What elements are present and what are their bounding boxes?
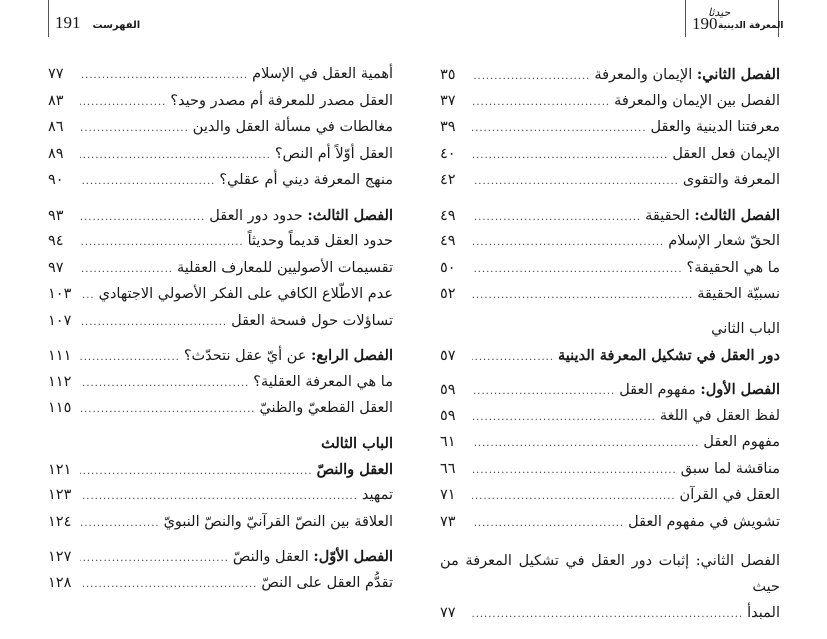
dot-leader (472, 491, 676, 502)
toc-entry[interactable]: العقل مصدر للمعرفة أم مصدر وحيد؟ ..... ٨٣ (48, 93, 393, 120)
toc-chapter[interactable]: الفصل الأول: مفهوم العقل ..... ٥٩ (440, 381, 780, 408)
toc-chapter[interactable]: الفصل الثالث: حدود دور العقل ..... ٩٣ (48, 207, 393, 234)
toc-chapter[interactable]: الفصل الرابع: عن أيّ عقل نتحدّث؟ ..... ١١١ (48, 347, 393, 374)
dot-leader (80, 491, 358, 502)
toc-entry[interactable]: نسبيّة الحقيقة ..... ٥٢ (440, 286, 780, 313)
toc-entry[interactable]: أهمية العقل في الإسلام ..... ٧٧ (48, 66, 393, 93)
toc-entry[interactable]: منهج المعرفة ديني أم عقلي؟ ..... ٩٠ (48, 172, 393, 199)
toc-chapter[interactable]: الفصل الأوّل: العقل والنصّ ..... ١٢٧ (48, 548, 393, 575)
dot-leader (472, 386, 615, 397)
dot-leader (472, 150, 668, 161)
dot-leader (472, 602, 743, 628)
running-header-right (685, 0, 784, 37)
running-title: الفهرست (92, 20, 141, 31)
toc-part-heading[interactable]: دور العقل في تشكيل المعرفة الدينية ..... ٥٧ (440, 347, 780, 374)
dot-leader (472, 176, 679, 187)
dot-leader (80, 176, 215, 187)
dot-leader (80, 352, 180, 363)
dot-leader (472, 290, 693, 301)
toc-column-left (48, 66, 393, 601)
toc-chapter[interactable]: الفصل الثاني: الإيمان والمعرفة ..... ٣٥ (440, 66, 780, 93)
page-number: 191 (55, 13, 81, 32)
dot-leader (472, 97, 610, 108)
toc-entry[interactable]: لفظ العقل في اللغة ..... ٥٩ (440, 408, 780, 435)
dot-leader (472, 438, 699, 449)
toc-entry[interactable]: العقل أوّلاً أم النص؟ ..... ٨٩ (48, 146, 393, 173)
toc-entry[interactable]: تقسيمات الأصوليين للمعارف العقلية ..... ٩٧ (48, 260, 393, 287)
toc-entry[interactable]: ما هي الحقيقة؟ ..... ٥٠ (440, 260, 780, 287)
dot-leader (472, 264, 683, 275)
toc-entry[interactable]: تقدُّم العقل على النصّ ..... ١٢٨ (48, 575, 393, 602)
toc-entry[interactable]: مغالطات في مسألة العقل والدين ..... ٨٦ (48, 119, 393, 146)
toc-chapter-multiline[interactable]: الفصل الثاني: إثبات دور العقل في تشكيل المعرفة من حيث المبدأ ..... ٧٧ (440, 548, 780, 626)
toc-entry[interactable]: مفهوم العقل ..... ٦١ (440, 434, 780, 461)
dot-leader (80, 317, 227, 328)
dot-leader (472, 237, 664, 248)
part-title: الباب الثالث (321, 434, 393, 452)
toc-entry[interactable]: مناقشة لما سبق ..... ٦٦ (440, 461, 780, 488)
dot-leader (472, 352, 554, 363)
dot-leader (80, 579, 257, 590)
toc-entry[interactable]: تساؤلات حول فسحة العقل ..... ١٠٧ (48, 313, 393, 340)
toc-part-heading[interactable]: العقل والنصّ ..... ١٢١ (48, 461, 393, 488)
toc-entry[interactable]: حدود العقل قديماً وحديثاً ..... ٩٤ (48, 233, 393, 260)
dot-leader (472, 123, 647, 134)
toc-entry[interactable]: معرفتنا الدينية والعقل ..... ٣٩ (440, 119, 780, 146)
dot-leader (472, 71, 590, 82)
publisher-logo-icon: حيدثا (708, 6, 731, 19)
dot-leader (80, 97, 166, 108)
dot-leader (472, 212, 641, 223)
dot-leader (80, 212, 205, 223)
dot-leader (80, 404, 255, 415)
dot-leader (472, 518, 624, 529)
dot-leader (80, 237, 244, 248)
toc-entry[interactable]: تشويش في مفهوم العقل ..... ٧٣ (440, 514, 780, 541)
dot-leader (80, 553, 229, 564)
toc-entry[interactable]: عدم الاطّلاع الكافي على الفكر الأصولي الاجتهادي ..... ١٠٣ (48, 286, 393, 313)
dot-leader (80, 150, 271, 161)
toc-entry[interactable]: ما هي المعرفة العقلية؟ ..... ١١٢ (48, 374, 393, 401)
dot-leader (80, 264, 173, 275)
toc-entry[interactable]: العقل في القرآن ..... ٧١ (440, 487, 780, 514)
running-header-left (48, 0, 140, 37)
toc-entry[interactable]: العقل القطعيّ والظنيّ ..... ١١٥ (48, 400, 393, 427)
dot-leader (80, 123, 189, 134)
dot-leader (80, 290, 95, 301)
dot-leader (80, 518, 160, 529)
page-number: 190 (692, 14, 718, 33)
dot-leader (472, 465, 677, 476)
toc-entry[interactable]: الحقّ شعار الإسلام ..... ٤٩ (440, 233, 780, 260)
toc-entry[interactable]: العلاقة بين النصّ القرآنيّ والنصّ النبويّ ..... ١٢٤ (48, 514, 393, 541)
toc-entry[interactable]: المعرفة والتقوى ..... ٤٢ (440, 172, 780, 199)
toc-entry[interactable]: الإيمان فعل العقل ..... ٤٠ (440, 146, 780, 173)
toc-column-right (440, 66, 780, 626)
dot-leader (80, 378, 249, 389)
dot-leader (80, 466, 313, 477)
toc-entry[interactable]: الفصل بين الإيمان والمعرفة ..... ٣٧ (440, 93, 780, 120)
toc-chapter[interactable]: الفصل الثالث: الحقيقة ..... ٤٩ (440, 207, 780, 234)
toc-entry[interactable]: تمهيد ..... ١٢٣ (48, 487, 393, 514)
part-title: الباب الثاني (711, 320, 780, 337)
dot-leader (80, 70, 248, 81)
dot-leader (472, 412, 656, 423)
running-title: المعرفة الدينية (718, 21, 784, 31)
